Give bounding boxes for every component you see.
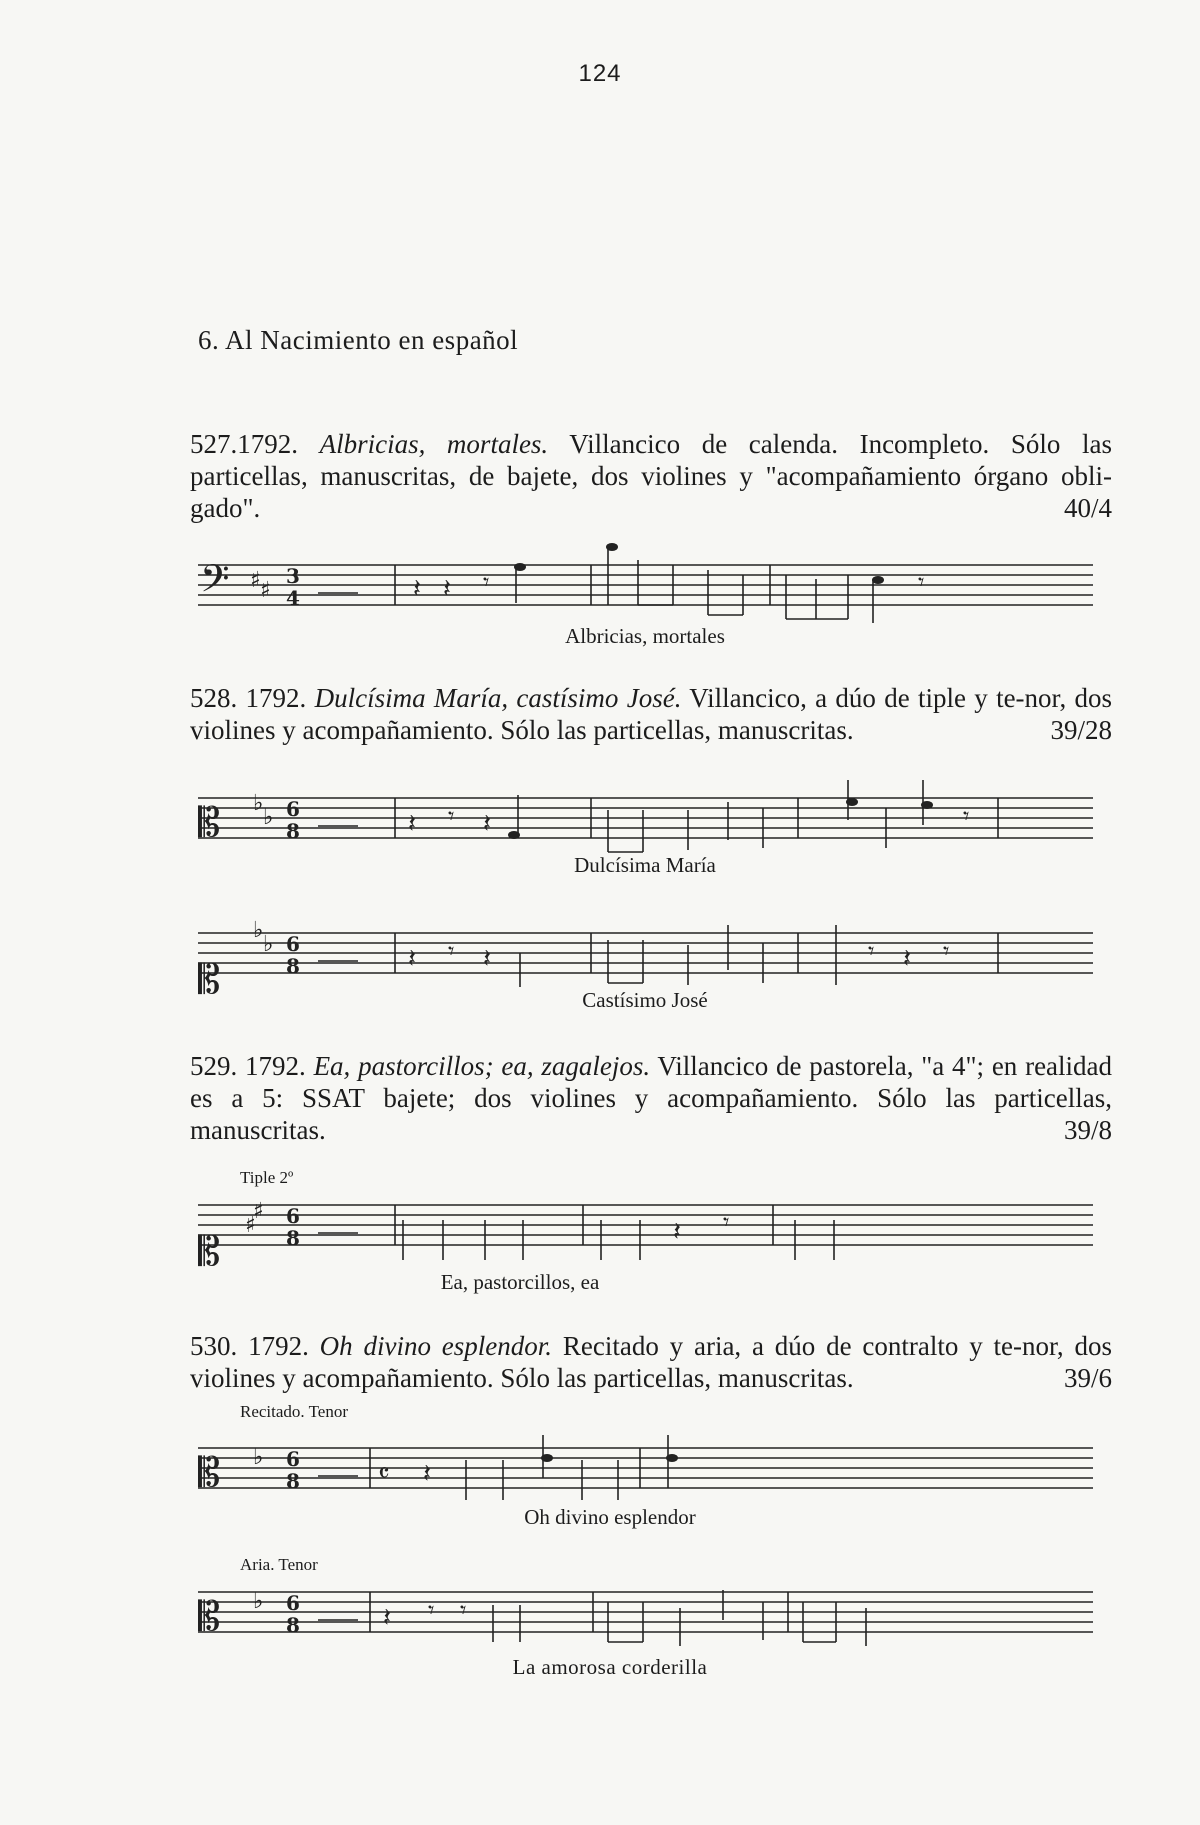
svg-text:𝄽: 𝄽 [408,809,416,839]
svg-text:8: 8 [286,819,300,843]
entry-title: Albricias, mortales. [319,429,549,459]
incipit-lyric: La amorosa corderilla [512,1655,708,1679]
entry-description: Villancico de pastorela, "a 4"; en realidad es a 5: SSAT bajete; dos violines y acompañamiento. Sólo las particellas, manuscritas. [190,1051,1113,1145]
svg-text:𝄾: 𝄾 [868,937,875,965]
svg-text:𝄽: 𝄽 [483,944,491,974]
svg-text:♯: ♯ [245,1213,256,1238]
svg-text:𝄾: 𝄾 [963,802,970,830]
section-heading: 6. Al Nacimiento en español [198,325,519,355]
svg-text:𝄾: 𝄾 [723,1208,730,1236]
entry-description: Villancico, a dúo de tiple y te-nor, dos violines y acompañamiento. Sólo las particellas, manuscritas. [190,683,1113,745]
svg-text:8: 8 [286,954,300,978]
svg-text:𝄡: 𝄡 [198,957,221,1003]
svg-text:♯: ♯ [253,1199,264,1224]
entry-description: Recitado y aria, a dúo de contralto y te-nor, dos violines y acompañamiento. Sólo las particellas, manuscritas. [190,1331,1113,1393]
svg-text:𝄾: 𝄾 [483,568,490,596]
svg-text:♯: ♯ [260,578,271,603]
svg-text:𝄽: 𝄽 [383,1603,391,1633]
svg-text:𝄡: 𝄡 [198,1450,221,1496]
music-incipit-staff [198,555,1098,630]
svg-text:𝄾: 𝄾 [943,937,950,965]
entry-reference: 39/6 [1063,1363,1112,1393]
svg-text:6: 6 [286,1204,300,1228]
incipit-lyric: Ea, pastorcillos, ea [440,1270,600,1294]
catalog-entry-528 [122,682,1112,746]
svg-text:♭: ♭ [253,918,264,943]
catalog-entry-527 [122,428,1112,524]
svg-text:♭: ♭ [263,932,274,957]
entry-number: 528. 1792. [190,683,307,713]
entry-title: Oh divino esplendor. [319,1331,553,1361]
svg-text:3: 3 [286,564,300,588]
entry-reference: 39/8 [1063,1115,1112,1145]
incipit-voice-label: Aria. Tenor [240,1555,318,1574]
svg-text:6: 6 [286,932,300,956]
entry-description: Villancico de calenda. Incompleto. Sólo las particellas, manuscritas, de bajete, dos violines y "acompañamiento órgano obli-gado". [190,429,1112,523]
svg-text:♭: ♭ [253,1445,264,1470]
svg-text:𝄡: 𝄡 [198,800,221,846]
music-incipit-staff [198,1580,1098,1660]
entry-number: 530. 1792. [190,1331,309,1361]
svg-text:♯: ♯ [250,568,261,593]
incipit-lyric: Castísimo José [582,988,708,1012]
svg-text:𝄾: 𝄾 [428,1596,435,1624]
catalog-entry-529 [122,1050,1112,1146]
svg-text:𝄡: 𝄡 [198,1229,221,1275]
svg-text:𝄾: 𝄾 [448,802,455,830]
entry-title: Dulcísima María, castísimo José. [314,683,682,713]
music-incipit-staff [198,780,1098,860]
svg-text:𝄽: 𝄽 [423,1459,431,1489]
svg-text:𝄽: 𝄽 [673,1217,681,1247]
incipit-lyric: Albricias, mortales [565,624,725,648]
svg-text:𝄽: 𝄽 [483,809,491,839]
svg-text:6: 6 [286,1447,300,1471]
entry-number: 529. 1792. [190,1051,306,1081]
incipit-lyric: Dulcísima María [574,853,716,877]
svg-text:𝄾: 𝄾 [918,568,925,596]
svg-text:𝄢: 𝄢 [200,556,230,610]
entry-title: Ea, pastorcillos; ea, zagalejos. [313,1051,651,1081]
svg-text:𝄽: 𝄽 [443,574,451,604]
svg-text:𝄡: 𝄡 [198,1594,221,1640]
svg-text:𝄽: 𝄽 [408,944,416,974]
svg-text:8: 8 [286,1469,300,1493]
svg-text:6: 6 [286,1591,300,1615]
entry-reference: 39/28 [1050,715,1112,745]
incipit-lyric: Oh divino esplendor [524,1505,696,1529]
incipit-voice-label: Tiple 2º [240,1168,294,1187]
svg-text:𝄽: 𝄽 [413,574,421,604]
music-incipit-staff [198,1430,1098,1510]
svg-text:♭: ♭ [253,791,264,816]
svg-text:𝄾: 𝄾 [460,1596,467,1624]
incipit-voice-label: Recitado. Tenor [240,1402,349,1421]
svg-text:8: 8 [286,1226,300,1250]
svg-text:8: 8 [286,1613,300,1637]
svg-text:𝄽: 𝄽 [903,944,911,974]
svg-text:𝄾: 𝄾 [448,937,455,965]
svg-text:♭: ♭ [263,805,274,830]
svg-text:♭: ♭ [253,1589,264,1614]
catalog-entry-530 [122,1330,1112,1394]
svg-text:4: 4 [286,586,300,610]
entry-reference: 40/4 [1063,493,1112,523]
music-incipit-staff [198,1190,1098,1275]
svg-text:𝄴: 𝄴 [378,1459,390,1489]
entry-number: 527.1792. [190,429,298,459]
svg-text:6: 6 [286,797,300,821]
page-number: 124 [578,60,622,87]
